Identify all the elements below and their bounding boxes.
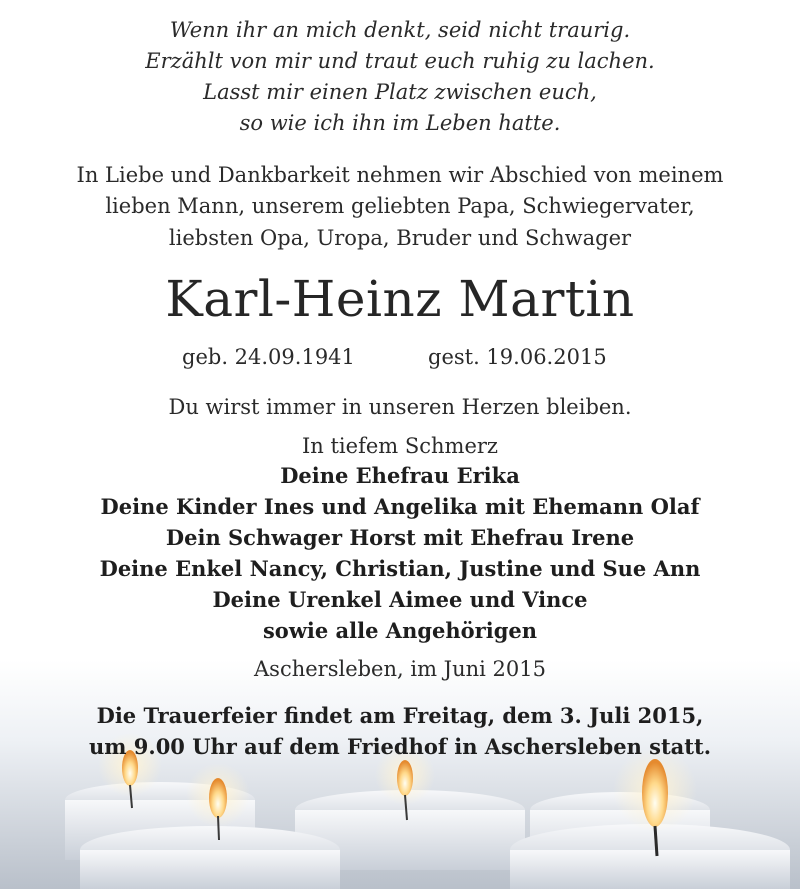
place-date: Aschersleben, im Juni 2015 — [254, 657, 546, 681]
poem-line-4: so wie ich ihn im Leben hatte. — [239, 111, 561, 135]
intro-line-3: liebsten Opa, Uropa, Bruder und Schwager — [168, 226, 632, 250]
poem-line-3: Lasst mir einen Platz zwischen euch, — [203, 80, 597, 104]
mourner-line: Deine Enkel Nancy, Christian, Justine und Sue Ann — [99, 556, 701, 581]
mourner-line: sowie alle Angehörigen — [262, 618, 538, 643]
mourner-line: Deine Ehefrau Erika — [280, 463, 520, 488]
poem-line-2: Erzählt von mir und traut euch ruhig zu lachen. — [145, 49, 655, 73]
funeral-info-line-1: Die Trauerfeier findet am Freitag, dem 3. Juli 2015, — [96, 703, 704, 728]
remembrance-text: Du wirst immer in unseren Herzen bleiben. — [168, 395, 632, 419]
death-date: gest. 19.06.2015 — [428, 345, 607, 369]
birth-date: geb. 24.09.1941 — [182, 345, 355, 369]
candles-image — [0, 660, 800, 889]
mourner-line: Deine Urenkel Aimee und Vince — [212, 587, 588, 612]
poem-line-1: Wenn ihr an mich denkt, seid nicht traurig. — [169, 18, 631, 42]
intro-line-2: lieben Mann, unserem geliebten Papa, Schwiegervater, — [105, 194, 695, 218]
mourner-line: Deine Kinder Ines und Angelika mit Ehemann Olaf — [100, 494, 700, 519]
intro-line-1: In Liebe und Dankbarkeit nehmen wir Abschied von meinem — [76, 163, 724, 187]
funeral-info-line-2: um 9.00 Uhr auf dem Friedhof in Aschersleben statt. — [88, 734, 712, 759]
mourners-intro: In tiefem Schmerz — [302, 434, 498, 458]
deceased-name: Karl-Heinz Martin — [165, 270, 635, 328]
mourner-line: Dein Schwager Horst mit Ehefrau Irene — [165, 525, 635, 550]
